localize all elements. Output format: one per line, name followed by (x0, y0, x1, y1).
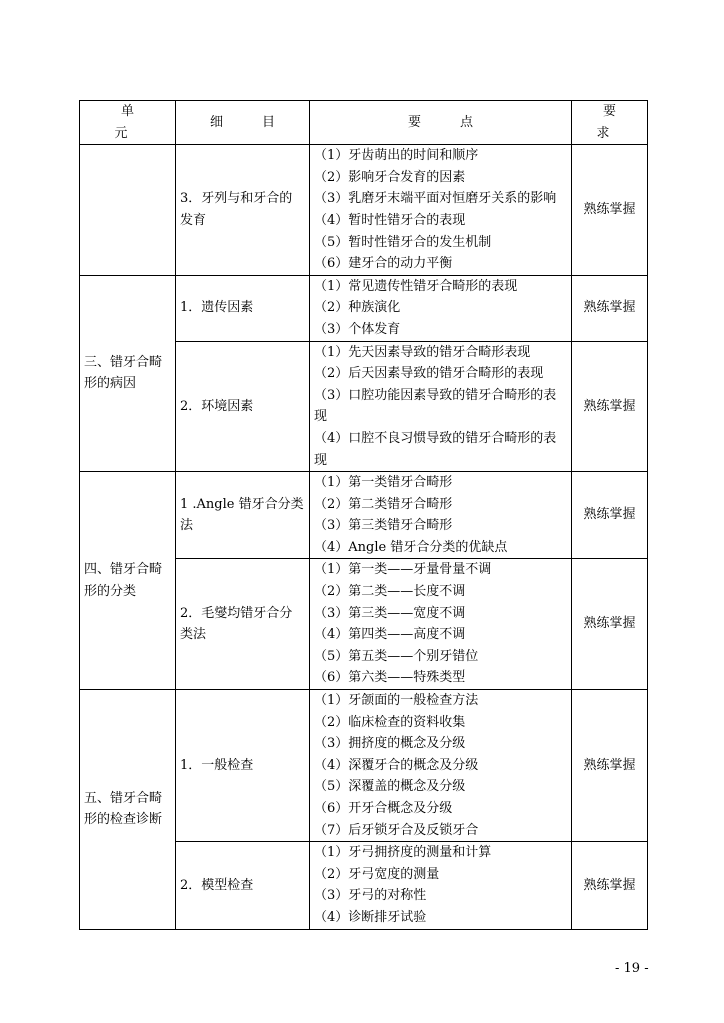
point-item: （4）Angle 错牙合分类的优缺点 (314, 539, 508, 555)
unit-cell (80, 472, 176, 690)
detail-cell: 1．遗传因素 (176, 275, 310, 341)
requirement-cell: 熟练掌握 (572, 690, 648, 842)
header-points: 要 点 (310, 101, 572, 145)
point-item: （1）牙齿萌出的时间和顺序 (314, 148, 479, 164)
point-item: （4）深覆牙合的概念及分级 (314, 757, 479, 773)
point-item: （4）第四类——高度不调 (314, 627, 466, 643)
table-row (80, 472, 648, 559)
point-item: （5）暂时性错牙合的发生机制 (314, 234, 492, 250)
points-cell (310, 145, 572, 276)
point-item: （6）建牙合的动力平衡 (314, 256, 453, 272)
point-item: （3）第三类错牙合畸形 (314, 518, 453, 534)
point-item: （4）暂时性错牙合的表现 (314, 212, 466, 228)
points-cell (310, 842, 572, 929)
detail-cell: 2．模型检查 (176, 842, 310, 929)
table-body (80, 145, 648, 929)
point-item: （2）种族演化 (314, 300, 401, 316)
unit-text: 五、错牙合畸形的检查诊断 (84, 790, 163, 828)
point-item: （3）第三类——宽度不调 (314, 605, 466, 621)
point-item: （3）牙弓的对称性 (314, 888, 427, 904)
unit-text: 三、错牙合畸形的病因 (84, 354, 163, 392)
header-detail: 细 目 (176, 101, 310, 145)
header-unit: 单 元 (80, 101, 176, 145)
table-header (80, 101, 656, 145)
detail-cell: 2．环境因素 (176, 341, 310, 472)
detail-cell: 1．一般检查 (176, 690, 310, 842)
points-cell (310, 341, 572, 472)
table-row (80, 275, 648, 341)
point-item: （1）先天因素导致的错牙合畸形表现 (314, 344, 531, 360)
header-requirement: 要 求 (572, 101, 648, 145)
point-item: （5）第五类——个别牙错位 (314, 648, 479, 664)
point-item: （2）第二类——长度不调 (314, 584, 466, 600)
point-item: （1）牙弓拥挤度的测量和计算 (314, 845, 492, 861)
syllabus-table (79, 100, 656, 930)
table-row (80, 690, 648, 842)
point-item: （3）拥挤度的概念及分级 (314, 736, 466, 752)
point-item: （5）深覆盖的概念及分级 (314, 779, 466, 795)
point-item: （1）常见遗传性错牙合畸形的表现 (314, 278, 518, 294)
point-item: （4）诊断排牙试验 (314, 909, 427, 925)
detail-cell: 1 .Angle 错牙合分类法 (176, 472, 310, 559)
requirement-cell: 熟练掌握 (572, 341, 648, 472)
point-item: （2）临床检查的资料收集 (314, 714, 466, 730)
point-item: （1）牙颌面的一般检查方法 (314, 693, 479, 709)
point-item: （1）第一类——牙量骨量不调 (314, 562, 492, 578)
detail-cell: 3．牙列与和牙合的发育 (176, 145, 310, 276)
point-item: （4）口腔不良习惯导致的错牙合畸形的表现 (314, 430, 557, 468)
unit-cell (80, 145, 176, 276)
points-cell (310, 559, 572, 690)
requirement-cell: 熟练掌握 (572, 145, 648, 276)
table-row (80, 145, 648, 276)
point-item: （3）乳磨牙末端平面对恒磨牙关系的影响 (314, 191, 557, 207)
point-item: （2）第二类错牙合畸形 (314, 496, 453, 512)
point-item: （3）口腔功能因素导致的错牙合畸形的表现 (314, 387, 557, 425)
points-cell (310, 275, 572, 341)
point-item: （7）后牙锁牙合及反锁牙合 (314, 822, 479, 838)
point-item: （6）开牙合概念及分级 (314, 801, 453, 816)
unit-cell (80, 275, 176, 471)
requirement-cell: 熟练掌握 (572, 842, 648, 929)
requirement-cell: 熟练掌握 (572, 559, 648, 690)
requirement-cell: 熟练掌握 (572, 275, 648, 341)
point-item: （2）后天因素导致的错牙合畸形的表现 (314, 366, 544, 382)
detail-cell: 2．毛燮均错牙合分类法 (176, 559, 310, 690)
point-item: （1）第一类错牙合畸形 (314, 475, 453, 491)
unit-cell (80, 690, 176, 930)
point-item: （2）牙弓宽度的测量 (314, 866, 440, 882)
unit-text: 四、错牙合畸形的分类 (84, 561, 163, 599)
requirement-cell: 熟练掌握 (572, 472, 648, 559)
point-item: （6）第六类——特殊类型 (314, 670, 466, 686)
points-cell (310, 690, 572, 842)
points-cell (310, 472, 572, 559)
page-number: - 19 - (615, 961, 649, 976)
point-item: （2）影响牙合发育的因素 (314, 169, 466, 185)
point-item: （3）个体发育 (314, 321, 401, 337)
